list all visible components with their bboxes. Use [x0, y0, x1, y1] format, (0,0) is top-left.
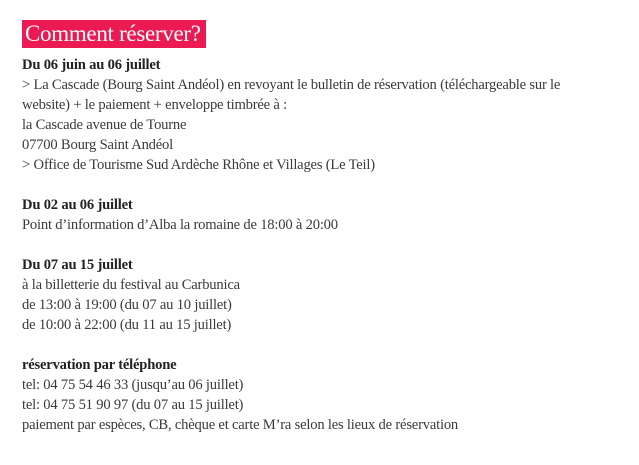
- address-line: 07700 Bourg Saint Andéol: [22, 137, 174, 153]
- section-alba: [22, 195, 637, 235]
- text-line: > La Cascade (Bourg Saint Andéol) en revoyant le bulletin de réservation (téléchargeable sur le: [22, 77, 561, 93]
- text-line: website) + le paiement + enveloppe timbrée à :: [22, 97, 287, 113]
- reservation-info: [22, 55, 637, 435]
- text-line: Point d’information d’Alba la romaine de 18:00 à 20:00: [22, 217, 338, 233]
- phone-line: tel: 04 75 51 90 97 (du 07 au 15 juillet): [22, 397, 244, 413]
- section-heading: Du 02 au 06 juillet: [22, 197, 133, 213]
- section-heading: Du 07 au 15 juillet: [22, 257, 133, 273]
- address-line: la Cascade avenue de Tourne: [22, 117, 187, 133]
- page-title: Comment réserver?: [22, 20, 206, 48]
- text-line: de 10:00 à 22:00 (du 11 au 15 juillet): [22, 317, 232, 333]
- section-heading: réservation par téléphone: [22, 357, 177, 373]
- text-line: à la billetterie du festival au Carbunica: [22, 277, 240, 293]
- text-line: de 13:00 à 19:00 (du 07 au 10 juillet): [22, 297, 232, 313]
- section-june: [22, 55, 637, 175]
- text-line: > Office de Tourisme Sud Ardèche Rhône et Villages (Le Teil): [22, 157, 375, 173]
- section-heading: Du 06 juin au 06 juillet: [22, 57, 161, 73]
- section-festival: [22, 255, 637, 335]
- payment-line: paiement par espèces, CB, chèque et carte M’ra selon les lieux de réservation: [22, 417, 459, 433]
- phone-line: tel: 04 75 54 46 33 (jusqu’au 06 juillet): [22, 377, 244, 393]
- section-phone: [22, 355, 637, 435]
